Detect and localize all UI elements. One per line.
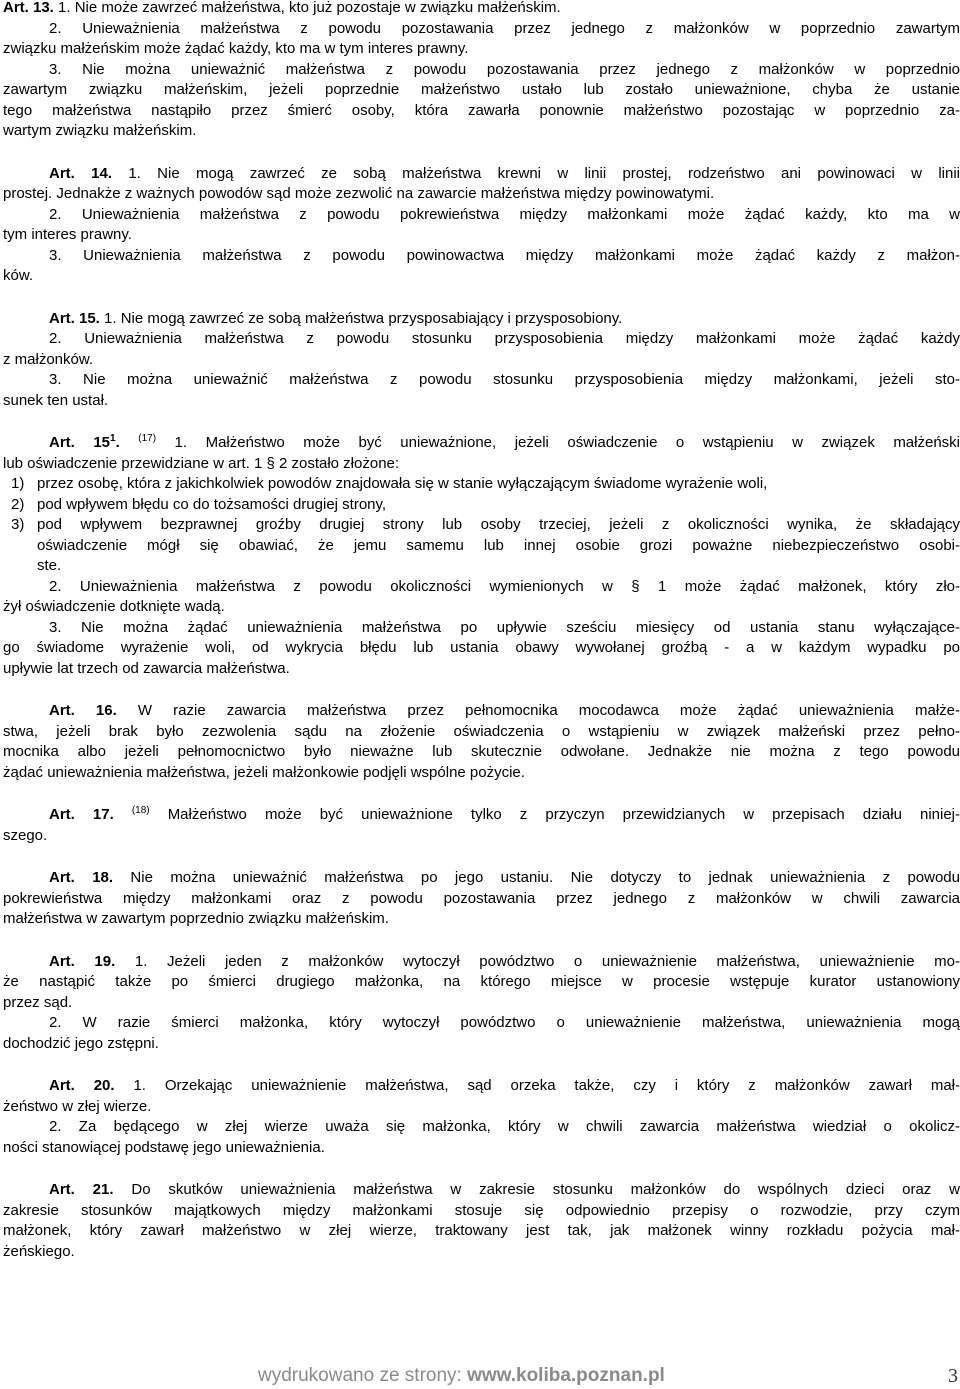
paragraph-line: małżonek, który zawarł małżeństwo w złej wierze, traktowany jest tak, jak małżonek winny rozkładu pożycia mał- — [3, 1222, 960, 1239]
paragraph-line: 2. Unieważnienia małżeństwa z powodu stosunku przysposobienia między małżonkami może żądać każdy — [49, 330, 960, 347]
paragraph-line: 2. Unieważnienia małżeństwa z powodu okoliczności wymienionych w § 1 może żądać małżonek, który zło- — [49, 577, 960, 595]
paragraph-line: 3. Nie można żądać unieważnienia małżeństwa po upływie sześciu miesięcy od ustania stanu wyłączające- — [49, 618, 960, 636]
list-item-text — [37, 474, 960, 495]
list-item-line: oświadczenie mógł się obawiać, że jemu samemu lub innej osobie grozi poważne niebezpieczeństwo osobi- — [37, 536, 960, 554]
paragraph-line: sunek ten ustał. — [3, 391, 109, 409]
list-item-text — [37, 515, 960, 577]
list-item-line: pod wpływem bezprawnej groźby drugiej strony lub osoby trzeciej, jeżeli z okoliczności wynika, że składający — [37, 516, 960, 533]
paragraph-line: 2. Za będącego w złej wierze uważa się małżonka, który w chwili zawarcia małżeństwa wiedział o okolicz- — [49, 1118, 960, 1135]
article-15-1 — [3, 433, 960, 679]
article-19 — [3, 952, 960, 1055]
paragraph-text: Nie można unieważnić małżeństwa po jego ustaniu. Nie dotyczy to jednak unieważnienia z powodu — [113, 869, 960, 886]
paragraph-line: przez sąd. — [3, 993, 73, 1011]
page-number: 3 — [948, 1365, 958, 1387]
footnote-marker: (17) — [138, 433, 157, 444]
paragraph-line: prostej. Jednakże z ważnych powodów sąd może zezwolić na zawarcie małżeństwa między powinowatymi. — [3, 185, 715, 202]
list-item-text — [37, 495, 960, 516]
article-13 — [3, 0, 960, 142]
article-heading: Art. 21. — [49, 1181, 114, 1198]
numbered-list — [3, 474, 960, 577]
paragraph-line: żył oświadczenie dotknięte wadą. — [3, 598, 225, 615]
article-superscript: 1 — [110, 433, 116, 444]
paragraph-line: 3. Nie można unieważnić małżeństwa z powodu stosunku przysposobienia między małżonkami, jeżeli sto- — [49, 371, 960, 388]
paragraph-text: 1. Nie może zawrzeć małżeństwa, kto już pozostaje w związku małżeńskim. — [53, 0, 561, 16]
paragraph-line: dochodzić jego zstępni. — [3, 1034, 159, 1052]
paragraph-text: 1. Małżeństwo może być unieważnione, jeżeli oświadczenie o wstąpieniu w związek małżeński — [156, 434, 960, 451]
paragraph-line: mocnika albo jeżeli pełnomocnictwo było nieważne lub skutecznie odwołane. Jednakże nie można z tego powodu — [3, 743, 960, 760]
paragraph-line: żądać unieważnienia małżeństwa, jeżeli małżonkowie podjęli wspólne pożycie. — [3, 763, 525, 781]
paragraph-text: W razie zawarcia małżeństwa przez pełnomocnika mocodawca może żądać unieważnienia małże- — [116, 702, 960, 719]
list-item-line: ste. — [37, 557, 62, 574]
article-14 — [3, 164, 960, 287]
paragraph-line: szego. — [3, 826, 48, 844]
paragraph-line: 2. Unieważnienia małżeństwa z powodu pozostawania przez jednego z małżonków w poprzednio zawartym — [49, 19, 960, 37]
paragraph-line: pokrewieństwa między małżonkami oraz z powodu pozostawania przez jednego z małżonków w chwili zawarcia — [3, 889, 960, 907]
paragraph-line: upływie lat trzech od zawarcia małżeństwa. — [3, 659, 290, 677]
list-item-line: przez osobę, która z jakichkolwiek powodów znajdowała się w stanie wyłączającym świadome wyrażenie woli, — [37, 475, 768, 492]
paragraph-line: tego małżeństwa nastąpiło przez śmierć osoby, która zawarła ponownie małżeństwo pozostając w poprzednio za- — [3, 101, 960, 119]
article-heading: Art. 18. — [49, 869, 114, 886]
article-20 — [3, 1076, 960, 1158]
footer-link[interactable]: www.koliba.poznan.pl — [467, 1365, 665, 1386]
paragraph-line: związku małżeńskim może żądać każdy, kto ma w tym interes prawny. — [3, 40, 469, 57]
paragraph-line: małżeństwa w zawartym poprzednio związku małżeńskim. — [3, 910, 389, 927]
paragraph-line: żeńskiego. — [3, 1242, 75, 1260]
list-item-number: 1) — [11, 475, 25, 492]
list-item — [3, 515, 960, 577]
paragraph-line: go świadome wyrażenie woli, od wykrycia błędu lub ustania obawy wywołanej groźbą - a w każdym wypadku po — [3, 639, 960, 656]
paragraph-text: 1. Nie mogą zawrzeć ze sobą małżeństwa krewni w linii prostej, rodzeństwo ani powinowaci w linii — [112, 164, 960, 182]
paragraph-text: 1. Nie mogą zawrzeć ze sobą małżeństwa przysposabiający i przysposobiony. — [99, 309, 623, 327]
paragraph-line: ności stanowiącej podstawę jego unieważnienia. — [3, 1138, 325, 1156]
article-heading-end: . — [115, 434, 120, 451]
paragraph-line: tym interes prawny. — [3, 226, 132, 243]
list-item-line: pod wpływem błędu co do tożsamości drugiej strony, — [37, 495, 387, 513]
page-footer — [258, 1365, 958, 1387]
document-body — [3, 0, 960, 1262]
article-17 — [3, 805, 960, 846]
paragraph-line: zawartym związku małżeńskim, jeżeli poprzednie małżeństwo ustało lub zostało unieważnione, chyba że ustanie — [3, 81, 960, 98]
article-heading: Art. 14. — [49, 164, 113, 182]
paragraph-line: 3. Nie można unieważnić małżeństwa z powodu pozostawania przez jednego z małżonków w poprzednio — [49, 60, 960, 78]
article-heading: Art. 19. — [49, 952, 116, 970]
footer-prefix: wydrukowano ze strony: — [258, 1365, 468, 1386]
article-15 — [3, 309, 960, 412]
paragraph-line: zakresie stosunków majątkowych między małżonkami stosuje się odpowiednio przepisy o rozwodzie, przy czym — [3, 1201, 960, 1219]
paragraph-text: 1. Orzekając unieważnienie małżeństwa, sąd orzeka także, czy i który z małżonków zawarł mał- — [114, 1077, 960, 1094]
article-18 — [3, 868, 960, 930]
list-item — [3, 495, 960, 516]
paragraph-line: 3. Unieważnienia małżeństwa z powodu powinowactwa między małżonkami może żądać każdy z małżon- — [49, 246, 960, 264]
footnote-marker: (18) — [131, 805, 150, 816]
article-heading — [49, 434, 120, 451]
article-heading: Art. 20. — [49, 1077, 115, 1094]
paragraph-line: żeństwo w złej wierze. — [3, 1097, 152, 1115]
list-item-number: 3) — [11, 516, 25, 533]
paragraph-text: Małżeństwo może być unieważnione tylko z przyczyn przewidzianych w przepisach działu niniej- — [149, 806, 960, 823]
article-heading: Art. 17. — [49, 806, 114, 823]
article-heading: Art. 16. — [49, 702, 117, 719]
article-heading: Art. 13. — [3, 0, 54, 16]
paragraph-line: z małżonków. — [3, 350, 94, 368]
article-16 — [3, 701, 960, 783]
paragraph-line: ków. — [3, 267, 34, 284]
paragraph-text: 1. Jeżeli jeden z małżonków wytoczył powództwo o unieważnienie małżeństwa, unieważnienie mo- — [115, 952, 960, 970]
article-21 — [3, 1180, 960, 1262]
paragraph-line: stwa, jeżeli brak było zezwolenia sądu na złożenie oświadczenia o wstąpieniu w związek małżeński przez pełno- — [3, 722, 960, 740]
paragraph-line: 2. W razie śmierci małżonka, który wytoczył powództwo o unieważnienie małżeństwa, unieważnienia mogą — [49, 1014, 960, 1031]
article-heading: Art. 15. — [49, 309, 100, 327]
article-heading-text: Art. 15 — [49, 434, 111, 451]
list-item — [3, 474, 960, 495]
paragraph-text: Do skutków unieważnienia małżeństwa w zakresie stosunku małżonków do wspólnych dzieci oraz w — [113, 1181, 960, 1198]
paragraph-line: 2. Unieważnienia małżeństwa z powodu pokrewieństwa między małżonkami może żądać każdy, kto ma w — [49, 205, 960, 223]
paragraph-line: wartym związku małżeńskim. — [3, 122, 197, 139]
paragraph-line: że nastąpić także po śmierci drugiego małżonka, na którego miejsce w procesie wstępuje kurator ustanowiony — [3, 973, 960, 990]
paragraph-line: lub oświadczenie przewidziane w art. 1 § 2 zostało złożone: — [3, 454, 400, 472]
list-item-number: 2) — [11, 495, 25, 513]
